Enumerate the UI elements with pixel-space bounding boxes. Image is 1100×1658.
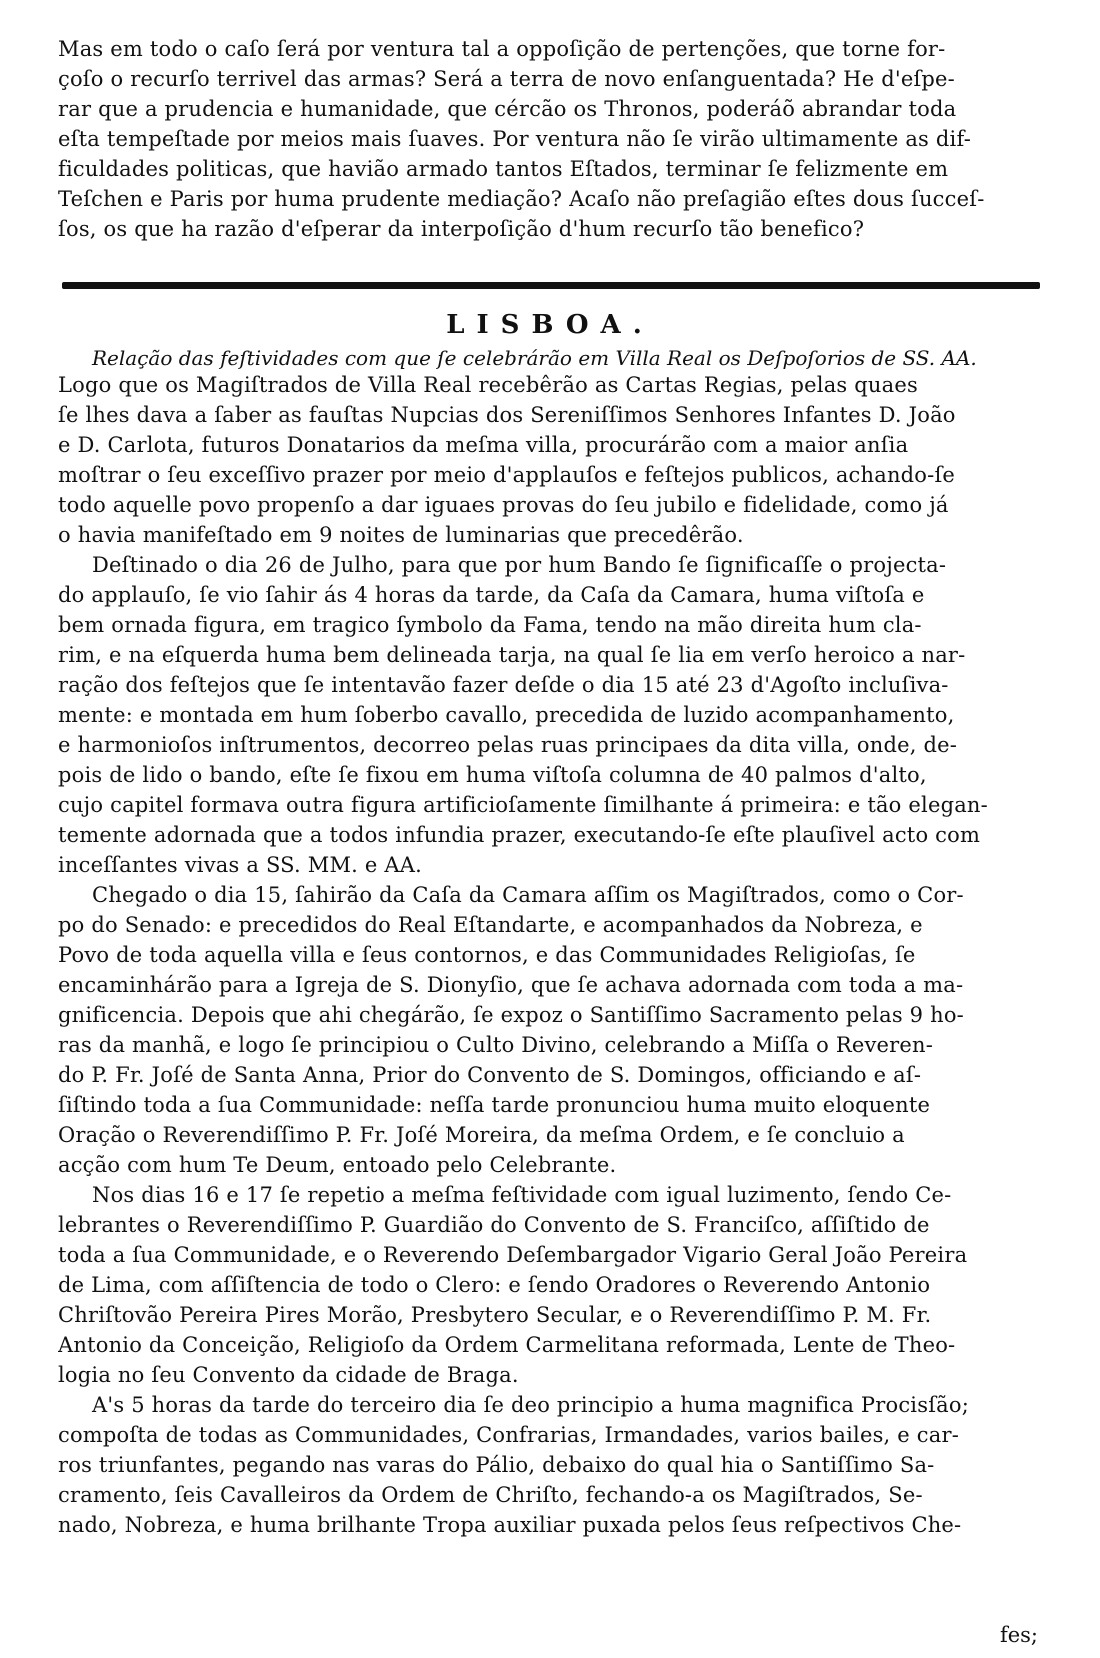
text-line: e D. Carlota, futuros Donatarios da meſma villa, procurárão com a maior anſia <box>58 433 909 457</box>
text-line: cramento, ſeis Cavalleiros da Ordem de Chriſto, fechando-a os Magiſtrados, Se- <box>58 1483 923 1507</box>
text-line: o havia manifeſtado em 9 noites de luminarias que precedêrão. <box>58 523 744 547</box>
text-line: lebrantes o Reverendiſſimo P. Guardião do Convento de S. Franciſco, aſſiſtido de <box>58 1213 930 1237</box>
text-line: Logo que os Magiſtrados de Villa Real recebêrão as Cartas Regias, pelas quaes <box>58 373 918 397</box>
text-line: e harmonioſos inſtrumentos, decorreo pelas ruas principaes da dita villa, onde, de- <box>58 733 958 757</box>
text-line: ros triunfantes, pegando nas varas do Pálio, debaixo do qual hia o Santiſſimo Sa- <box>58 1453 935 1477</box>
text-line: toda a ſua Communidade, e o Reverendo Deſembargador Vigario Geral João Pereira <box>58 1243 968 1267</box>
text-line: bem ornada figura, em tragico ſymbolo da Fama, tendo na mão direita hum cla- <box>58 613 922 637</box>
text-line: Chriſtovão Pereira Pires Morão, Presbytero Secular, e o Reverendiſſimo P. M. Fr. <box>58 1303 932 1327</box>
text-line: ſiſtindo toda a ſua Communidade: neſſa tarde pronunciou huma muito eloquente <box>58 1093 931 1117</box>
text-line: encaminhárão para a Igreja de S. Dionyſio, que ſe achava adornada com toda a ma- <box>58 973 964 997</box>
text-line: Mas em todo o caſo ſerá por ventura tal a oppoſição de pertenções, que torne for- <box>58 37 946 61</box>
text-line: mente: e montada em hum ſoberbo cavallo, precedida de luzido acompanhamento, <box>58 703 955 727</box>
paragraph <box>58 34 1048 244</box>
text-line: compoſta de todas as Communidades, Confrarias, Irmandades, varios bailes, e car- <box>58 1423 960 1447</box>
text-line: Nos dias 16 e 17 ſe repetio a meſma feſtividade com igual luzimento, ſendo Ce- <box>92 1183 952 1207</box>
text-line: do applauſo, ſe vio ſahir ás 4 horas da tarde, da Caſa da Camara, huma viſtoſa e <box>58 583 925 607</box>
paragraph <box>58 1180 1048 1390</box>
text-line: eſta tempeſtade por meios mais ſuaves. Por ventura não ſe virão ultimamente as dif- <box>58 127 971 151</box>
text-line: rim, e na eſquerda huma bem delineada tarja, na qual ſe lia em verſo heroico a nar- <box>58 643 966 667</box>
paragraph <box>58 1390 1048 1540</box>
text-line: inceſſantes vivas a SS. MM. e AA. <box>58 853 423 877</box>
text-line: po do Senado: e precedidos do Real Eſtandarte, e acompanhados da Nobreza, e <box>58 913 923 937</box>
text-line: cujo capitel formava outra figura artificioſamente ſimilhante á primeira: e tão elegan- <box>58 793 988 817</box>
text-line: Chegado o dia 15, ſahirão da Caſa da Camara aſſim os Magiſtrados, como o Cor- <box>92 883 964 907</box>
text-line: Deſtinado o dia 26 de Julho, para que por hum Bando ſe ſignificaſſe o projecta- <box>92 553 947 577</box>
paragraph <box>58 880 1048 1180</box>
text-line: nado, Nobreza, e huma brilhante Tropa auxiliar puxada pelos ſeus reſpectivos Che- <box>58 1513 962 1537</box>
catchword: fes; <box>999 1623 1038 1647</box>
text-line: ſe lhes dava a ſaber as fauſtas Nupcias dos Sereniſſimos Senhores Infantes D. João <box>58 403 956 427</box>
text-line: çoſo o recurſo terrivel das armas? Será a terra de novo enſanguentada? He d'eſpe- <box>58 67 955 91</box>
text-line: rar que a prudencia e humanidade, que cércão os Thronos, poderáõ abrandar toda <box>58 97 957 121</box>
text-line: A's 5 horas da tarde do terceiro dia ſe deo principio a huma magnifica Procisſão; <box>92 1393 970 1417</box>
text-line: acção com hum Te Deum, entoado pelo Celebrante. <box>58 1153 617 1177</box>
section-subtitle: Relação das feſtividades com que ſe celebrárão em Villa Real os Deſpoſorios de SS. AA. <box>92 346 977 370</box>
paragraph <box>58 370 1048 550</box>
text-line: pois de lido o bando, eſte ſe fixou em huma viſtoſa columna de 40 palmos d'alto, <box>58 763 927 787</box>
text-line: Oração o Reverendiſſimo P. Fr. Joſé Moreira, da meſma Ordem, e ſe concluio a <box>58 1123 905 1147</box>
intro-paragraph <box>58 34 1048 244</box>
text-line: de Lima, com aſſiſtencia de todo o Clero: e ſendo Oradores o Reverendo Antonio <box>58 1273 931 1297</box>
text-line: Povo de toda aquella villa e ſeus contornos, e das Communidades Religioſas, ſe <box>58 943 916 967</box>
section-title: LISBOA. <box>446 310 654 340</box>
text-line: ficuldades politicas, que havião armado tantos Eſtados, terminar ſe felizmente em <box>58 157 949 181</box>
text-line: gnificencia. Depois que ahi chegárão, ſe expoz o Santiſſimo Sacramento pelas 9 ho- <box>58 1003 964 1027</box>
text-line: do P. Fr. Joſé de Santa Anna, Prior do Convento de S. Domingos, officiando e aſ- <box>58 1063 922 1087</box>
text-line: temente adornada que a todos infundia prazer, executando-ſe eſte plauſivel acto com <box>58 823 981 847</box>
text-line: Antonio da Conceição, Religioſo da Ordem Carmelitana reformada, Lente de Theo- <box>58 1333 956 1357</box>
text-line: moſtrar o ſeu exceſſivo prazer por meio d'applauſos e feſtejos publicos, achando-ſe <box>58 463 956 487</box>
paragraph <box>58 550 1048 880</box>
text-line: ração dos feſtejos que ſe intentavão fazer deſde o dia 15 até 23 d'Agoſto incluſiva- <box>58 673 949 697</box>
body-text <box>58 370 1048 1540</box>
horizontal-rule <box>62 282 1040 289</box>
text-line: ſos, os que ha razão d'eſperar da interpoſição d'hum recurſo tão benefico? <box>58 217 865 241</box>
text-line: Teſchen e Paris por huma prudente mediação? Acaſo não preſagião eſtes dous ſucceſ- <box>58 187 985 211</box>
text-line: ras da manhã, e logo ſe principiou o Culto Divino, celebrando a Miſſa o Reveren- <box>58 1033 934 1057</box>
text-line: logia no ſeu Convento da cidade de Braga. <box>58 1363 519 1387</box>
text-line: todo aquelle povo propenſo a dar iguaes provas do ſeu jubilo e fidelidade, como já <box>58 493 949 517</box>
